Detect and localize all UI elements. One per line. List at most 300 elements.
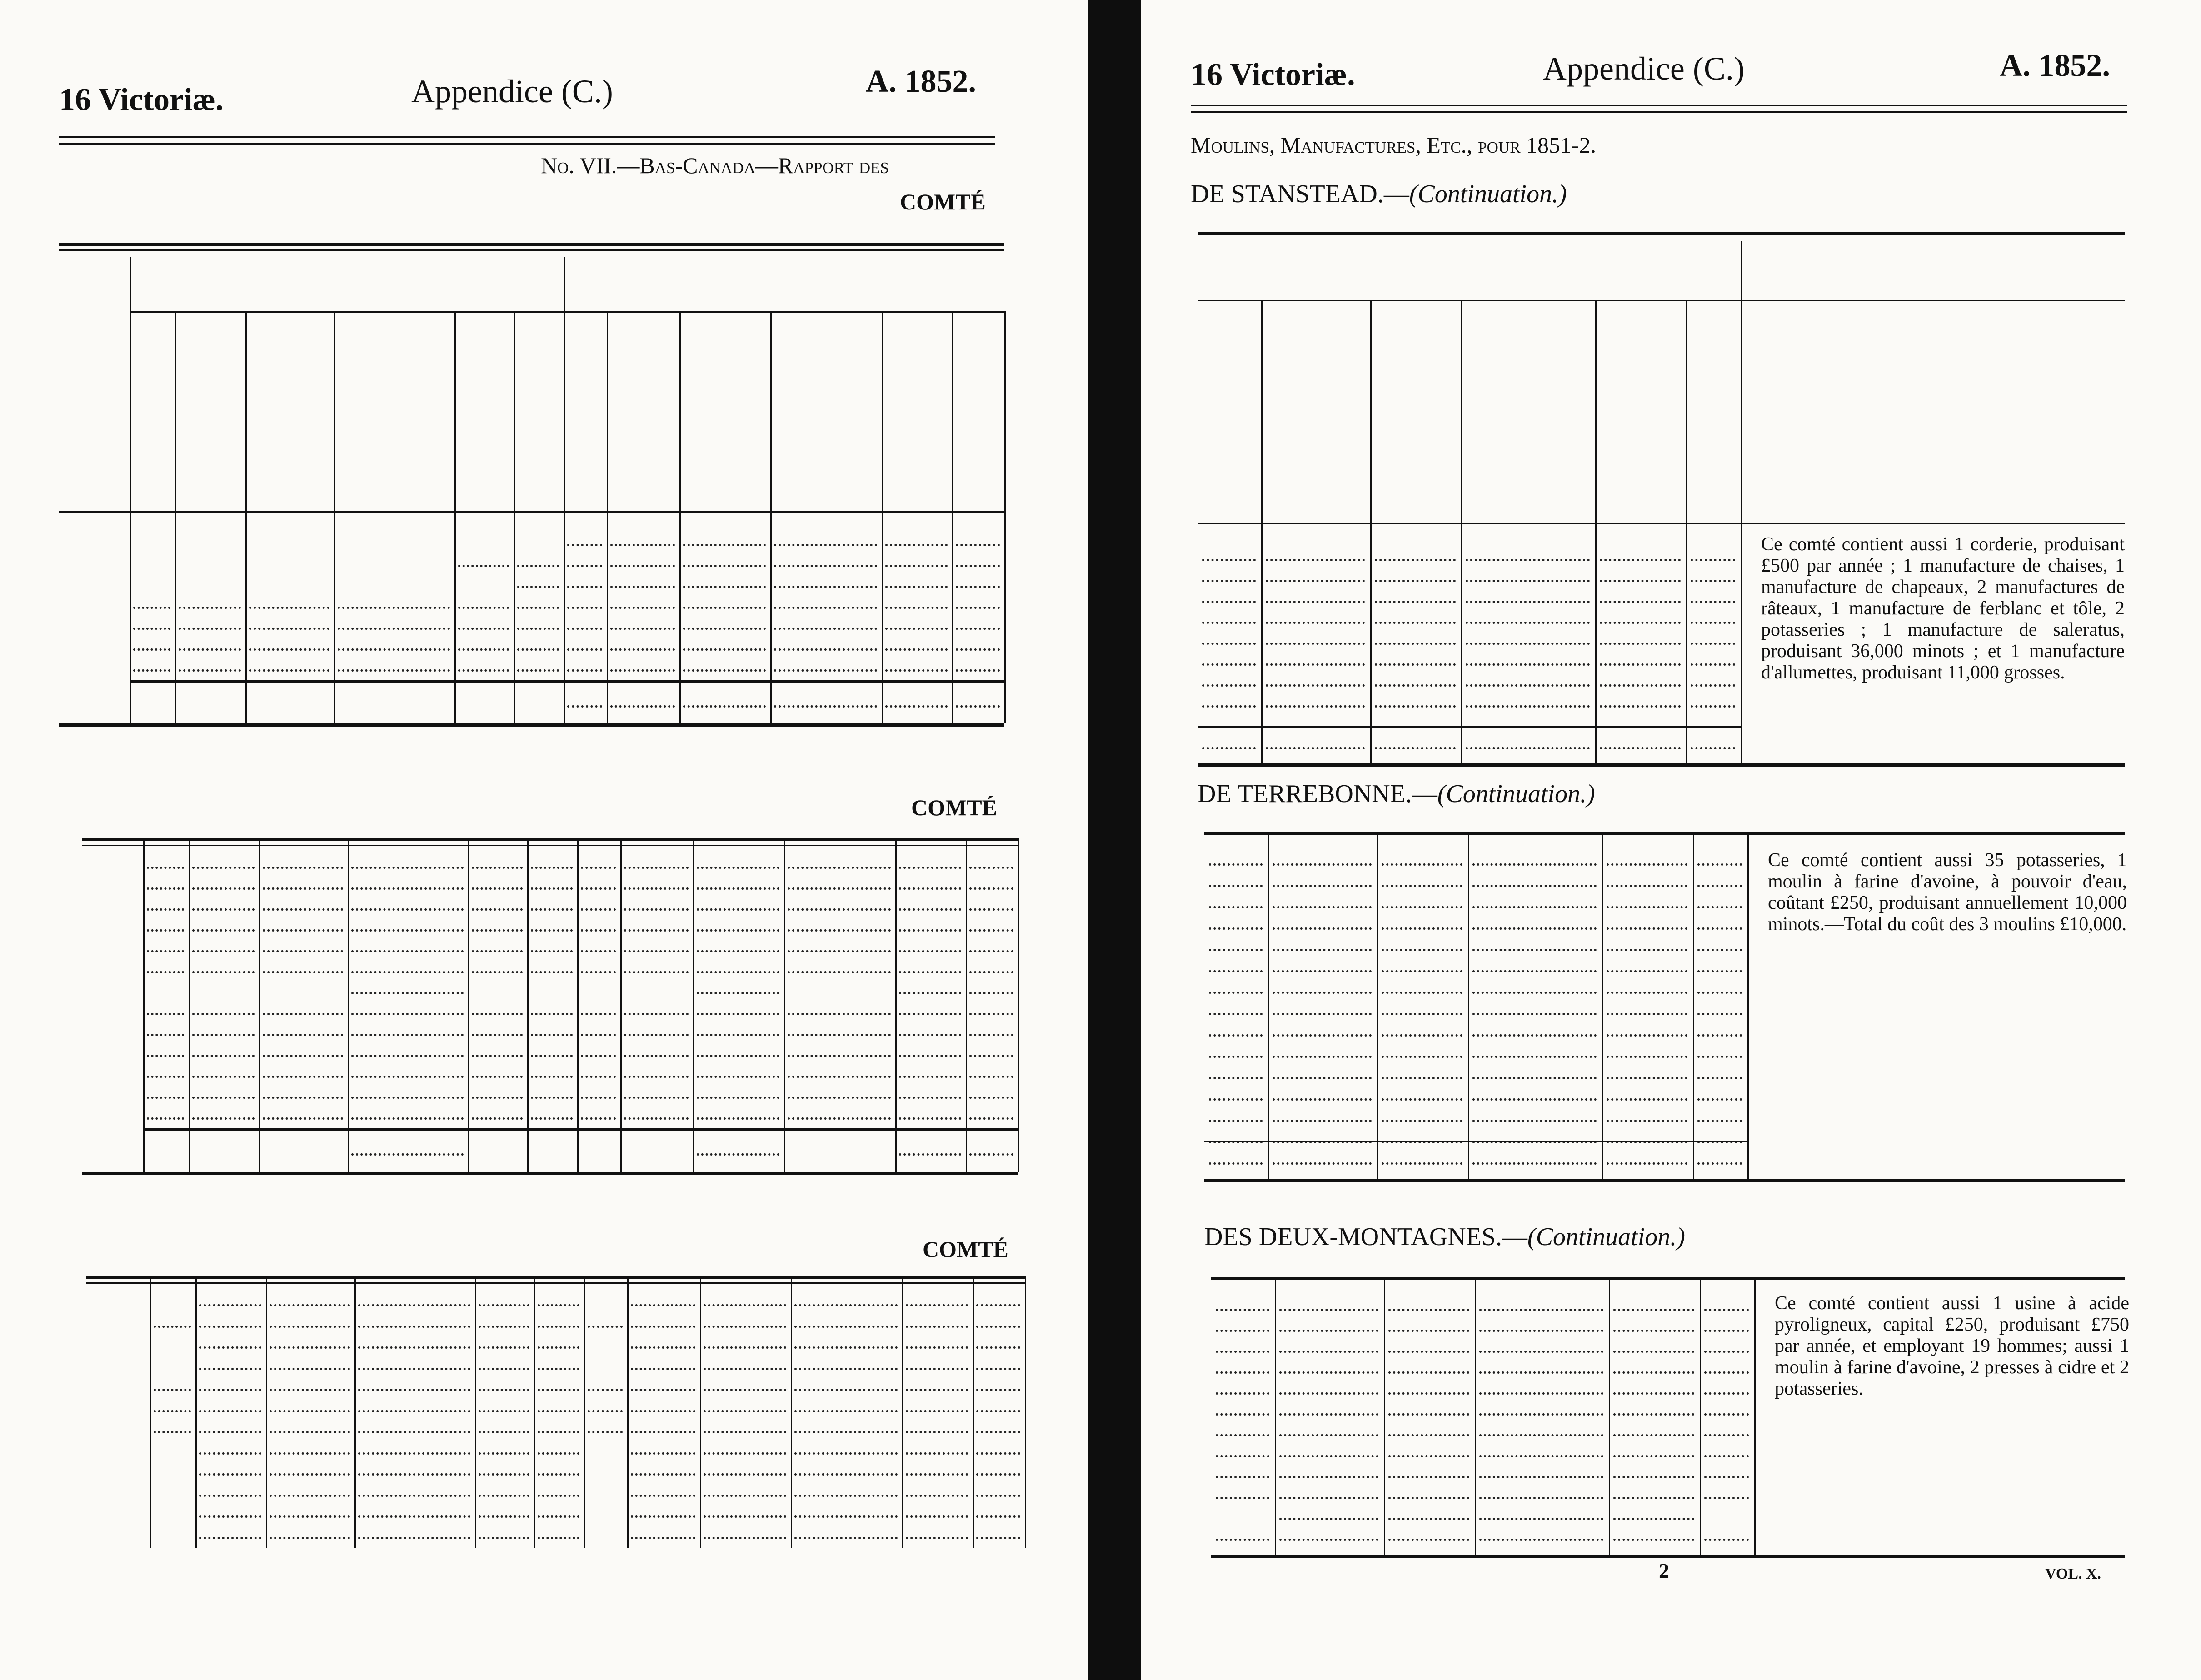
cell-leader-dots	[1472, 906, 1597, 908]
section-end-rule	[1211, 1555, 2125, 1558]
cell-leader-dots	[338, 607, 450, 609]
cell-leader-dots	[1266, 580, 1365, 582]
header-col-rule	[882, 311, 883, 511]
cell-leader-dots	[1600, 663, 1681, 666]
col-rule	[620, 838, 622, 1172]
cell-leader-dots	[1216, 1476, 1269, 1478]
cell-leader-dots	[610, 628, 675, 630]
cell-leader-dots	[1466, 601, 1590, 603]
cell-leader-dots	[624, 1076, 689, 1078]
cell-leader-dots	[1388, 1392, 1469, 1395]
cell-leader-dots	[479, 1452, 529, 1455]
cell-leader-dots	[581, 1034, 616, 1036]
cell-leader-dots	[1697, 1056, 1742, 1058]
cell-leader-dots	[192, 1076, 255, 1078]
cell-leader-dots	[969, 1076, 1013, 1078]
cell-leader-dots	[531, 908, 573, 911]
table-cell	[584, 1287, 623, 1308]
cell-leader-dots	[351, 929, 464, 932]
cell-leader-dots	[588, 1326, 623, 1328]
table-cell	[130, 548, 170, 568]
cell-leader-dots	[1388, 1309, 1469, 1311]
cell-leader-dots	[531, 867, 573, 869]
cell-leader-dots	[788, 1097, 891, 1099]
cell-leader-dots	[1209, 927, 1263, 930]
header-col-rule	[564, 257, 565, 511]
cell-leader-dots	[263, 867, 343, 869]
section-end-rule	[59, 723, 1004, 727]
cell-leader-dots	[1704, 1413, 1749, 1416]
cell-leader-dots	[1704, 1330, 1749, 1332]
cell-leader-dots	[956, 565, 1000, 567]
cell-leader-dots	[1472, 1013, 1597, 1015]
table-cell	[175, 568, 241, 589]
volume-mark: VOL. X.	[2045, 1565, 2101, 1582]
total-cell	[259, 1140, 343, 1161]
cell-leader-dots	[1209, 1120, 1263, 1122]
cell-leader-dots	[1273, 906, 1372, 908]
cell-leader-dots	[472, 1034, 523, 1036]
cell-leader-dots	[472, 867, 523, 869]
cell-leader-dots	[788, 929, 891, 932]
cell-leader-dots	[351, 887, 464, 890]
header-col-rule	[1686, 300, 1687, 523]
cell-leader-dots	[1388, 1371, 1469, 1374]
cell-leader-dots	[1704, 1434, 1749, 1436]
cell-leader-dots	[531, 1076, 573, 1078]
cell-leader-dots	[774, 586, 877, 588]
cell-leader-dots	[788, 887, 891, 890]
cell-leader-dots	[263, 1034, 343, 1036]
cell-leader-dots	[788, 1034, 891, 1036]
header-col-rule	[607, 311, 608, 511]
total-cell	[514, 692, 559, 713]
cell-leader-dots	[1273, 927, 1372, 930]
signature-mark: 2	[1659, 1559, 1669, 1582]
cell-leader-dots	[697, 867, 779, 869]
cell-leader-dots	[458, 669, 509, 672]
cell-leader-dots	[567, 544, 602, 546]
cell-leader-dots	[794, 1495, 898, 1497]
cell-leader-dots	[976, 1346, 1020, 1349]
cell-leader-dots	[906, 1537, 968, 1539]
col-rule	[973, 1276, 974, 1548]
cell-leader-dots	[1375, 559, 1456, 561]
cell-leader-dots	[683, 586, 766, 588]
cell-leader-dots	[1382, 1162, 1462, 1165]
cell-leader-dots	[697, 887, 779, 890]
cell-leader-dots	[683, 669, 766, 672]
cell-leader-dots	[788, 971, 891, 973]
cell-leader-dots	[472, 908, 523, 911]
cell-leader-dots	[192, 950, 255, 952]
cell-leader-dots	[581, 1013, 616, 1015]
header-col-rule	[514, 311, 515, 511]
cell-leader-dots	[199, 1326, 261, 1328]
cell-leader-dots	[270, 1326, 350, 1328]
cell-leader-dots	[538, 1452, 579, 1455]
col-rule	[693, 838, 694, 1172]
cell-leader-dots	[704, 1537, 786, 1539]
cell-leader-dots	[1202, 684, 1256, 687]
col-rule	[1004, 511, 1006, 723]
cell-leader-dots	[517, 669, 559, 672]
cell-leader-dots	[351, 1013, 464, 1015]
cell-leader-dots	[263, 929, 343, 932]
table-cell	[150, 1329, 191, 1350]
cell-leader-dots	[1472, 1056, 1597, 1058]
cell-leader-dots	[906, 1495, 968, 1497]
cell-leader-dots	[794, 1304, 898, 1306]
cell-leader-dots	[704, 1368, 786, 1370]
cell-leader-dots	[1479, 1518, 1603, 1520]
cell-leader-dots	[624, 1055, 689, 1057]
cell-leader-dots	[472, 1117, 523, 1120]
cell-leader-dots	[1279, 1330, 1378, 1332]
cell-leader-dots	[1697, 1034, 1742, 1037]
table-cell	[620, 975, 689, 996]
col-rule	[150, 1276, 151, 1548]
table-cell	[514, 527, 559, 548]
table-cell	[584, 1456, 623, 1477]
cell-leader-dots	[1466, 580, 1590, 582]
cell-leader-dots	[697, 1153, 779, 1156]
table-cell	[150, 1498, 191, 1519]
cell-leader-dots	[192, 908, 255, 911]
cell-leader-dots	[263, 1076, 343, 1078]
cell-leader-dots	[899, 867, 961, 869]
cell-leader-dots	[906, 1473, 968, 1476]
cell-leader-dots	[199, 1368, 261, 1370]
col-rule	[564, 511, 565, 723]
cell-leader-dots	[192, 1097, 255, 1099]
cell-leader-dots	[199, 1389, 261, 1391]
cell-leader-dots	[697, 1013, 779, 1015]
cell-leader-dots	[624, 1034, 689, 1036]
header-col-rule	[1461, 300, 1462, 523]
cell-leader-dots	[697, 929, 779, 932]
cell-leader-dots	[1697, 1013, 1742, 1015]
comte-label-2: COMTÉ	[911, 795, 997, 820]
cell-leader-dots	[774, 705, 877, 708]
cell-leader-dots	[610, 565, 675, 567]
cell-leader-dots	[624, 908, 689, 911]
cell-leader-dots	[338, 648, 450, 651]
cell-leader-dots	[517, 628, 559, 630]
cell-leader-dots	[179, 648, 241, 651]
cell-leader-dots	[697, 992, 779, 994]
col-rule	[791, 1276, 792, 1548]
cell-leader-dots	[351, 867, 464, 869]
cell-leader-dots	[588, 1389, 623, 1391]
header-rule-2	[59, 143, 995, 145]
cell-leader-dots	[1279, 1518, 1378, 1520]
cell-leader-dots	[1479, 1539, 1603, 1541]
cell-leader-dots	[1388, 1455, 1469, 1457]
table-cell	[130, 527, 170, 548]
cell-leader-dots	[1697, 927, 1742, 930]
table-top-rule	[82, 838, 1018, 841]
cell-leader-dots	[1479, 1413, 1603, 1416]
cell-leader-dots	[1479, 1497, 1603, 1499]
cell-leader-dots	[1691, 580, 1735, 582]
cell-leader-dots	[1216, 1309, 1269, 1311]
col-rule	[189, 838, 190, 1172]
cell-leader-dots	[1266, 559, 1365, 561]
cell-leader-dots	[1472, 1162, 1597, 1165]
cell-leader-dots	[147, 1097, 184, 1099]
cell-leader-dots	[147, 887, 184, 890]
cell-leader-dots	[1704, 1497, 1749, 1499]
cell-leader-dots	[531, 1013, 573, 1015]
cell-leader-dots	[1479, 1392, 1603, 1395]
cell-leader-dots	[704, 1431, 786, 1433]
cell-leader-dots	[1273, 1120, 1372, 1122]
cell-leader-dots	[624, 971, 689, 973]
cell-leader-dots	[531, 1097, 573, 1099]
cell-leader-dots	[794, 1410, 898, 1412]
comte-label-3: COMTÉ	[923, 1236, 1008, 1262]
cell-leader-dots	[794, 1515, 898, 1518]
cell-leader-dots	[351, 971, 464, 973]
cell-leader-dots	[704, 1495, 786, 1497]
cell-leader-dots	[899, 1076, 961, 1078]
cell-leader-dots	[1466, 705, 1590, 708]
cell-leader-dots	[358, 1410, 470, 1412]
cell-leader-dots	[697, 908, 779, 911]
totals-rule	[143, 1128, 1018, 1131]
cell-leader-dots	[899, 1034, 961, 1036]
cell-leader-dots	[270, 1304, 350, 1306]
col-rule	[454, 511, 456, 723]
cell-leader-dots	[976, 1304, 1020, 1306]
cell-leader-dots	[1600, 705, 1681, 708]
cell-leader-dots	[147, 929, 184, 932]
cell-leader-dots	[1209, 1077, 1263, 1079]
cell-leader-dots	[1607, 1013, 1687, 1015]
cell-leader-dots	[351, 1034, 464, 1036]
cell-leader-dots	[1472, 1120, 1597, 1122]
cell-leader-dots	[154, 1431, 191, 1433]
table-cell	[527, 975, 573, 996]
cell-leader-dots	[351, 992, 464, 994]
cell-leader-dots	[249, 669, 329, 672]
cell-leader-dots	[1479, 1434, 1603, 1436]
cell-leader-dots	[899, 1117, 961, 1120]
stanstead-note: Ce comté contient aussi 1 corderie, produisant £500 par année ; 1 manufacture de chaises, 1 manufacture de chapeaux, 2 manufactures de râteaux, 1 manufacture de ferblanc et tôle, 2 potasseries ; 1 manufacture de saleratus, produisant 36,000 minots ; et 1 manufacture d'allumettes, produisant 11,000 grosses.	[1761, 534, 2125, 683]
cell-leader-dots	[885, 669, 948, 672]
col-rule	[195, 1276, 197, 1548]
total-cell	[577, 1140, 616, 1161]
cell-leader-dots	[1382, 1013, 1462, 1015]
cell-leader-dots	[631, 1431, 695, 1433]
cell-leader-dots	[1382, 1056, 1462, 1058]
cell-leader-dots	[1388, 1539, 1469, 1541]
table-cell	[468, 975, 523, 996]
cell-leader-dots	[1691, 601, 1735, 603]
cell-leader-dots	[1209, 885, 1263, 887]
cell-leader-dots	[1704, 1351, 1749, 1353]
cell-leader-dots	[581, 1076, 616, 1078]
cell-leader-dots	[270, 1346, 350, 1349]
cell-leader-dots	[358, 1452, 470, 1455]
cell-leader-dots	[1613, 1413, 1694, 1416]
cell-leader-dots	[581, 867, 616, 869]
cell-leader-dots	[1209, 863, 1263, 866]
table-cell	[454, 568, 509, 589]
cell-leader-dots	[788, 1076, 891, 1078]
cell-leader-dots	[885, 607, 948, 609]
cell-leader-dots	[1266, 663, 1365, 666]
cell-leader-dots	[610, 586, 675, 588]
cell-leader-dots	[1479, 1309, 1603, 1311]
cell-leader-dots	[154, 1389, 191, 1391]
cell-leader-dots	[147, 1013, 184, 1015]
cell-leader-dots	[1202, 643, 1256, 645]
cell-leader-dots	[1466, 559, 1590, 561]
cell-leader-dots	[192, 1055, 255, 1057]
total-cell	[468, 1140, 523, 1161]
cell-leader-dots	[1375, 601, 1456, 603]
cell-leader-dots	[624, 887, 689, 890]
cell-leader-dots	[631, 1537, 695, 1539]
cell-leader-dots	[704, 1410, 786, 1412]
header-col-rule	[175, 311, 176, 511]
cell-leader-dots	[969, 929, 1013, 932]
cell-leader-dots	[1382, 1034, 1462, 1037]
cell-leader-dots	[358, 1368, 470, 1370]
table-cell	[584, 1498, 623, 1519]
header-col-rule	[454, 311, 456, 511]
cell-leader-dots	[1209, 992, 1263, 994]
cell-leader-dots	[683, 648, 766, 651]
cell-leader-dots	[192, 1117, 255, 1120]
cell-leader-dots	[581, 887, 616, 890]
cell-leader-dots	[270, 1410, 350, 1412]
header-bottom-rule	[1198, 523, 2125, 524]
cell-leader-dots	[1691, 684, 1735, 687]
cell-leader-dots	[1613, 1518, 1694, 1520]
cell-leader-dots	[1613, 1434, 1694, 1436]
cell-leader-dots	[683, 705, 766, 708]
cell-leader-dots	[1382, 927, 1462, 930]
cell-leader-dots	[1216, 1497, 1269, 1499]
cell-leader-dots	[199, 1346, 261, 1349]
cell-leader-dots	[581, 929, 616, 932]
cell-leader-dots	[624, 1013, 689, 1015]
deux-montagnes-title	[1204, 1222, 1685, 1251]
cell-leader-dots	[1704, 1539, 1749, 1541]
cell-leader-dots	[969, 992, 1013, 994]
col-rule	[770, 511, 772, 723]
cell-leader-dots	[358, 1473, 470, 1476]
cell-leader-dots	[1382, 906, 1462, 908]
cell-leader-dots	[1607, 949, 1687, 951]
col-rule	[1595, 523, 1597, 763]
cell-leader-dots	[479, 1368, 529, 1370]
cell-leader-dots	[631, 1495, 695, 1497]
table-cell	[150, 1456, 191, 1477]
cell-leader-dots	[538, 1346, 579, 1349]
cell-leader-dots	[249, 628, 329, 630]
total-cell	[454, 692, 509, 713]
cell-leader-dots	[976, 1473, 1020, 1476]
cell-leader-dots	[199, 1410, 261, 1412]
cell-leader-dots	[1472, 1077, 1597, 1079]
col-rule	[334, 511, 335, 723]
cell-leader-dots	[1216, 1392, 1269, 1395]
cell-leader-dots	[531, 950, 573, 952]
cell-leader-dots	[885, 586, 948, 588]
cell-leader-dots	[147, 950, 184, 952]
cell-leader-dots	[624, 867, 689, 869]
cell-leader-dots	[624, 950, 689, 952]
cell-leader-dots	[1613, 1309, 1694, 1311]
cell-leader-dots	[1202, 601, 1256, 603]
table-cell	[1211, 1501, 1270, 1521]
cell-leader-dots	[1279, 1455, 1378, 1457]
cell-leader-dots	[906, 1346, 968, 1349]
right-report-title: Moulins, Manufactures, Etc., pour 1851-2.	[1191, 132, 1597, 158]
cell-leader-dots	[458, 607, 509, 609]
table-cell	[143, 975, 184, 996]
cell-leader-dots	[774, 648, 877, 651]
cell-leader-dots	[631, 1473, 695, 1476]
cell-leader-dots	[1202, 622, 1256, 624]
col-rule	[1468, 832, 1469, 1179]
book-gutter	[1088, 0, 1148, 1680]
cell-leader-dots	[1388, 1476, 1469, 1478]
cell-leader-dots	[538, 1537, 579, 1539]
cell-leader-dots	[1607, 1056, 1687, 1058]
cell-leader-dots	[479, 1495, 529, 1497]
cell-leader-dots	[199, 1515, 261, 1518]
cell-leader-dots	[1216, 1351, 1269, 1353]
right-header-right: A. 1852.	[2000, 48, 2111, 83]
cell-leader-dots	[567, 628, 602, 630]
cell-leader-dots	[1216, 1539, 1269, 1541]
cell-leader-dots	[969, 971, 1013, 973]
cell-leader-dots	[1375, 705, 1456, 708]
col-rule	[700, 1276, 701, 1548]
table-cell	[150, 1351, 191, 1371]
table-cell	[454, 527, 509, 548]
cell-leader-dots	[697, 1097, 779, 1099]
cell-leader-dots	[538, 1410, 579, 1412]
cell-leader-dots	[899, 929, 961, 932]
right-header-rule-2	[1191, 111, 2127, 113]
cell-leader-dots	[1388, 1330, 1469, 1332]
cell-leader-dots	[1472, 1034, 1597, 1037]
cell-leader-dots	[976, 1389, 1020, 1391]
cell-leader-dots	[351, 1097, 464, 1099]
cell-leader-dots	[588, 1431, 623, 1433]
cell-leader-dots	[969, 867, 1013, 869]
cell-leader-dots	[899, 992, 961, 994]
table-cell	[130, 568, 170, 589]
table-top-rule	[59, 243, 1004, 246]
col-rule	[607, 511, 608, 723]
cell-leader-dots	[1273, 1013, 1372, 1015]
cell-leader-dots	[1202, 559, 1256, 561]
col-rule	[130, 511, 131, 723]
group-underline	[1198, 300, 2125, 301]
cell-leader-dots	[1704, 1309, 1749, 1311]
total-cell	[189, 1140, 255, 1161]
cell-leader-dots	[538, 1495, 579, 1497]
table-cell	[584, 1520, 623, 1540]
cell-leader-dots	[567, 669, 602, 672]
